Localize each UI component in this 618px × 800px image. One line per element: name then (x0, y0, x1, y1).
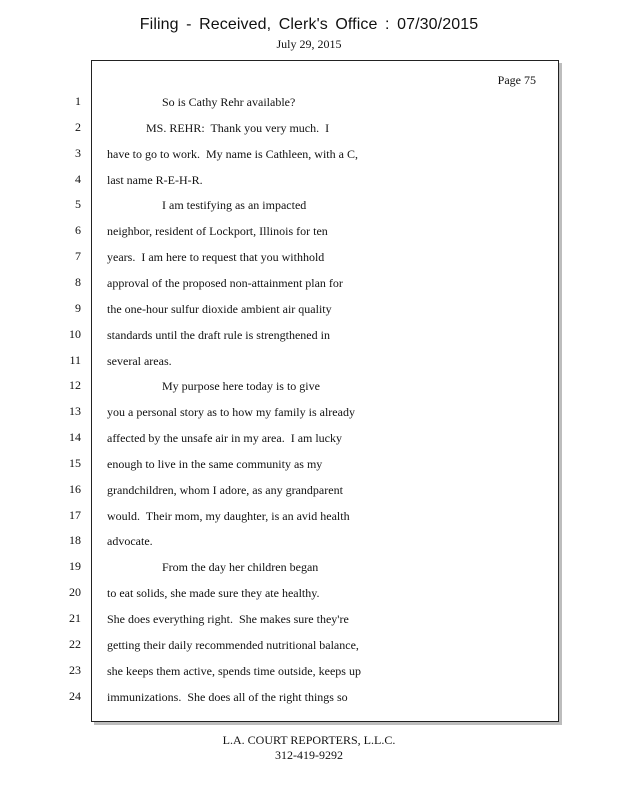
line-number: 2 (75, 119, 81, 134)
transcript-line: advocate. (107, 534, 153, 549)
line-number: 6 (75, 223, 81, 238)
court-reporter-name: L.A. COURT REPORTERS, L.L.C. (222, 733, 396, 747)
transcript-line: neighbor, resident of Lockport, Illinois for ten (107, 224, 328, 239)
line-number: 20 (69, 585, 81, 600)
line-number: 14 (69, 430, 81, 445)
line-number: 15 (69, 455, 81, 470)
transcript-line: She does everything right. She makes sure they're (107, 612, 349, 626)
line-number: 8 (75, 274, 81, 289)
transcript-line: I am testifying as an impacted (162, 198, 307, 213)
line-number: 10 (69, 326, 81, 341)
transcript-date: July 29, 2015 (276, 37, 342, 51)
line-number: 19 (69, 559, 81, 574)
transcript-line: From the day her children began (162, 560, 319, 575)
line-number: 16 (69, 481, 81, 496)
transcript-line: getting their daily recommended nutritional balance, (107, 637, 359, 652)
transcript-page (91, 60, 559, 722)
transcript-line: approval of the proposed non-attainment plan for (107, 275, 343, 290)
line-number: 3 (75, 145, 81, 160)
transcript-line: to eat solids, she made sure they ate healthy. (107, 586, 320, 601)
transcript-line: have to go to work. My name is Cathleen, with a C, (107, 146, 358, 161)
transcript-line: My purpose here today is to give (162, 379, 320, 394)
transcript-line: affected by the unsafe air in my area. I am lucky (107, 431, 343, 446)
page-number: Page 75 (497, 73, 536, 87)
filing-stamp: Filing - Received, Clerk's Office : 07/30/2015 (139, 16, 479, 33)
transcript-line: you a personal story as to how my family is already (107, 405, 355, 420)
transcript-line: enough to live in the same community as my (107, 456, 323, 471)
line-number: 17 (69, 507, 81, 522)
line-number: 21 (69, 611, 81, 625)
line-number: 1 (75, 94, 81, 108)
line-number: 18 (69, 533, 81, 548)
transcript-line: she keeps them active, spends time outside, keeps up (107, 663, 361, 678)
transcript-line: the one-hour sulfur dioxide ambient air quality (107, 301, 332, 316)
line-number: 12 (69, 378, 81, 393)
court-reporter-phone: 312-419-9292 (275, 748, 343, 762)
transcript-line: grandchildren, whom I adore, as any grandparent (107, 482, 343, 497)
transcript-line: MS. REHR: Thank you very much. I (146, 120, 330, 135)
transcript-line: So is Cathy Rehr available? (162, 95, 296, 109)
transcript-line: would. Their mom, my daughter, is an avid health (107, 508, 350, 523)
line-number: 4 (75, 171, 81, 186)
transcript-line: standards until the draft rule is strengthened in (107, 327, 330, 342)
line-number: 7 (75, 249, 81, 264)
transcript-line: immunizations. She does all of the right things so (107, 689, 348, 704)
transcript-line: several areas. (107, 353, 172, 368)
line-number: 23 (69, 662, 81, 677)
transcript-line: years. I am here to request that you withhold (107, 250, 325, 265)
line-number: 5 (75, 197, 81, 212)
line-number: 11 (69, 352, 81, 367)
line-number: 13 (69, 404, 81, 419)
line-number: 9 (75, 300, 81, 315)
line-number: 22 (69, 636, 81, 651)
transcript-line: last name R-E-H-R. (107, 172, 203, 187)
line-number: 24 (69, 688, 81, 703)
